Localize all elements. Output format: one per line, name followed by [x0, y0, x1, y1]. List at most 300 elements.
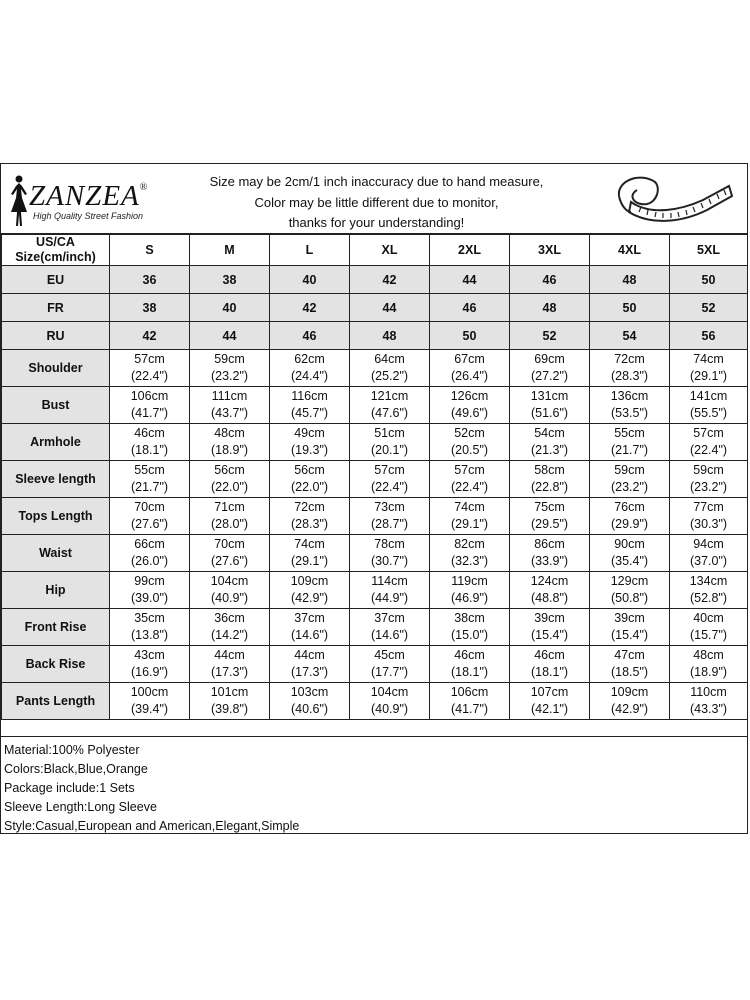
- measurement-inch: (30.3"): [689, 517, 728, 531]
- measurement-label: Back Rise: [2, 646, 110, 683]
- measurement-cm: 56cm: [214, 463, 245, 477]
- measurement-cell: [350, 350, 430, 387]
- measurement-cell: [430, 683, 510, 720]
- measurement-cell: [350, 535, 430, 572]
- measurement-cm: 104cm: [370, 685, 409, 699]
- measurement-cm: 111cm: [211, 389, 248, 403]
- measurement-inch: (15.0"): [450, 628, 489, 642]
- measurement-inch: (40.9"): [370, 702, 409, 716]
- measurement-cm: 90cm: [614, 537, 645, 551]
- size-value-cell: 40: [270, 266, 350, 294]
- row-label: FR: [2, 294, 110, 322]
- corner-label-unit: Size(cm/inch): [15, 250, 96, 264]
- measurement-cell: [590, 683, 670, 720]
- size-table: [1, 234, 748, 720]
- measurement-cell: [350, 461, 430, 498]
- measurement-cell: [670, 350, 748, 387]
- measurement-inch: (15.7"): [689, 628, 728, 642]
- measurement-cm: 48cm: [693, 648, 724, 662]
- measurement-cell: [590, 646, 670, 683]
- measurement-inch: (30.7"): [370, 554, 409, 568]
- measurement-cm: 54cm: [534, 426, 565, 440]
- measurement-inch: (22.0"): [290, 480, 329, 494]
- measurement-cm: 126cm: [450, 389, 489, 403]
- measurement-cm: 110cm: [690, 685, 727, 699]
- measurement-label: Waist: [2, 535, 110, 572]
- measurement-cell: [510, 683, 590, 720]
- measurement-cell: [670, 424, 748, 461]
- size-header-cell: M: [190, 235, 270, 266]
- measurement-notice: [179, 172, 574, 234]
- measurement-label: Armhole: [2, 424, 110, 461]
- measurement-row: [2, 498, 748, 535]
- measurement-cell: [670, 498, 748, 535]
- measurement-inch: (29.1"): [290, 554, 329, 568]
- measurement-label: Shoulder: [2, 350, 110, 387]
- measurement-cm: 76cm: [614, 500, 645, 514]
- size-value-cell: 50: [590, 294, 670, 322]
- measurement-cell: [270, 609, 350, 646]
- measurement-row: [2, 572, 748, 609]
- size-value-cell: 38: [190, 266, 270, 294]
- measurement-inch: (17.3"): [290, 665, 329, 679]
- notice-line: thanks for your understanding!: [288, 215, 465, 230]
- measurement-inch: (39.4"): [130, 702, 169, 716]
- measurement-cell: [430, 572, 510, 609]
- measurement-cell: [430, 350, 510, 387]
- measurement-cell: [110, 350, 190, 387]
- measurement-cell: [510, 461, 590, 498]
- measurement-inch: (29.1"): [689, 369, 728, 383]
- corner-cell: [2, 235, 110, 266]
- brand-name: [29, 180, 148, 213]
- measurement-inch: (43.7"): [210, 406, 249, 420]
- measurement-cm: 44cm: [214, 648, 245, 662]
- product-specs: [1, 736, 747, 836]
- size-header-cell: 3XL: [510, 235, 590, 266]
- measurement-inch: (23.2"): [210, 369, 249, 383]
- measurement-cell: [510, 387, 590, 424]
- measurement-cm: 77cm: [693, 500, 724, 514]
- measurement-cm: 59cm: [214, 352, 245, 366]
- size-value-cell: 36: [110, 266, 190, 294]
- measurement-label: Tops Length: [2, 498, 110, 535]
- size-value-cell: 42: [350, 266, 430, 294]
- measurement-inch: (41.7"): [450, 702, 489, 716]
- measurement-cell: [590, 498, 670, 535]
- measurement-inch: (27.6"): [210, 554, 249, 568]
- notice-line: Size may be 2cm/1 inch inaccuracy due to hand measure,: [209, 174, 544, 189]
- measurement-inch: (43.3"): [689, 702, 728, 716]
- measurement-inch: (29.1"): [450, 517, 489, 531]
- measurement-cell: [350, 683, 430, 720]
- measurement-cell: [590, 350, 670, 387]
- measurement-cell: [350, 646, 430, 683]
- measurement-inch: (14.2"): [210, 628, 249, 642]
- measurement-cm: 37cm: [294, 611, 325, 625]
- measurement-cm: 64cm: [374, 352, 405, 366]
- measurement-inch: (18.1"): [130, 443, 169, 457]
- measurement-cell: [430, 535, 510, 572]
- measurement-cm: 38cm: [454, 611, 485, 625]
- measurement-cm: 59cm: [614, 463, 645, 477]
- measurement-cm: 106cm: [450, 685, 489, 699]
- measurement-inch: (48.8"): [530, 591, 569, 605]
- measurement-inch: (45.7"): [290, 406, 329, 420]
- measurement-cell: [270, 461, 350, 498]
- measurement-cm: 70cm: [214, 537, 245, 551]
- measurement-cell: [190, 498, 270, 535]
- measurement-cm: 51cm: [374, 426, 405, 440]
- measurement-cm: 57cm: [693, 426, 724, 440]
- measurement-cell: [110, 461, 190, 498]
- measurement-inch: (35.4"): [610, 554, 649, 568]
- measurement-inch: (28.7"): [370, 517, 409, 531]
- measurement-cell: [190, 683, 270, 720]
- spec-sleeve-length: Sleeve Length:Long Sleeve: [4, 800, 157, 814]
- measurement-inch: (18.5"): [610, 665, 649, 679]
- measurement-inch: (22.0"): [210, 480, 249, 494]
- measurement-cm: 86cm: [534, 537, 565, 551]
- measurement-cell: [590, 461, 670, 498]
- measurement-inch: (42.9"): [610, 702, 649, 716]
- fashion-figure-icon: [7, 174, 31, 230]
- measurement-cm: 106cm: [130, 389, 169, 403]
- measurement-cell: [670, 572, 748, 609]
- measurement-row: [2, 387, 748, 424]
- measurement-cell: [510, 646, 590, 683]
- measurement-cell: [590, 609, 670, 646]
- measurement-inch: (22.8"): [530, 480, 569, 494]
- size-header-cell: 5XL: [670, 235, 748, 266]
- measurement-cell: [110, 535, 190, 572]
- measurement-cell: [350, 609, 430, 646]
- size-value-cell: 44: [350, 294, 430, 322]
- measurement-cm: 46cm: [134, 426, 165, 440]
- measurement-cell: [670, 387, 748, 424]
- measurement-inch: (25.2"): [370, 369, 409, 383]
- measurement-cell: [110, 387, 190, 424]
- measurement-cm: 134cm: [689, 574, 728, 588]
- measurement-cell: [110, 609, 190, 646]
- measurement-cm: 124cm: [530, 574, 569, 588]
- conversion-row-eu: [2, 266, 748, 294]
- measurement-cell: [590, 535, 670, 572]
- measurement-cell: [110, 683, 190, 720]
- measurement-inch: (21.7"): [130, 480, 169, 494]
- measurement-cm: 36cm: [214, 611, 245, 625]
- measurement-cell: [270, 424, 350, 461]
- measurement-cell: [270, 572, 350, 609]
- measurement-cm: 43cm: [134, 648, 165, 662]
- size-chart-sheet: [0, 163, 748, 834]
- measurement-cm: 72cm: [614, 352, 645, 366]
- size-value-cell: 46: [510, 266, 590, 294]
- measurement-cm: 107cm: [530, 685, 569, 699]
- measurement-cell: [510, 535, 590, 572]
- size-value-cell: 38: [110, 294, 190, 322]
- measurement-inch: (22.4"): [450, 480, 489, 494]
- measurement-cm: 121cm: [370, 389, 409, 403]
- size-value-cell: 48: [510, 294, 590, 322]
- size-value-cell: 42: [270, 294, 350, 322]
- measurement-cm: 82cm: [454, 537, 485, 551]
- spec-style: Style:Casual,European and American,Elegant,Simple: [4, 819, 300, 833]
- spec-material: Material:100% Polyester: [4, 743, 140, 757]
- measurement-inch: (55.5"): [689, 406, 728, 420]
- measurement-cm: 131cm: [530, 389, 569, 403]
- measurement-cell: [350, 498, 430, 535]
- measurement-cm: 55cm: [134, 463, 165, 477]
- measurement-inch: (39.0"): [130, 591, 169, 605]
- measurement-inch: (18.9"): [689, 665, 728, 679]
- measurement-inch: (50.8"): [610, 591, 649, 605]
- measurement-cm: 74cm: [294, 537, 325, 551]
- measurement-cell: [190, 572, 270, 609]
- spec-package: Package include:1 Sets: [4, 781, 135, 795]
- measurement-cm: 55cm: [614, 426, 645, 440]
- brand-tagline: High Quality Street Fashion: [33, 211, 144, 221]
- measurement-inch: (33.9"): [530, 554, 569, 568]
- chart-header: [1, 164, 747, 234]
- size-header-cell: L: [270, 235, 350, 266]
- measurement-cm: 45cm: [374, 648, 405, 662]
- measurement-cm: 69cm: [534, 352, 565, 366]
- measurement-cm: 39cm: [534, 611, 565, 625]
- size-header-cell: 2XL: [430, 235, 510, 266]
- measurement-cell: [430, 461, 510, 498]
- measurement-cell: [670, 683, 748, 720]
- measurement-cell: [590, 572, 670, 609]
- measurement-cell: [110, 646, 190, 683]
- size-header-cell: S: [110, 235, 190, 266]
- measurement-cm: 47cm: [614, 648, 645, 662]
- measurement-inch: (23.2"): [610, 480, 649, 494]
- measurement-cm: 141cm: [689, 389, 728, 403]
- measurement-cm: 119cm: [451, 574, 488, 588]
- measurement-row: [2, 683, 748, 720]
- measurement-cm: 114cm: [371, 574, 408, 588]
- measurement-cell: [510, 498, 590, 535]
- measurement-cm: 109cm: [290, 574, 329, 588]
- corner-label-us: US/CA: [36, 235, 75, 249]
- measurement-cm: 48cm: [214, 426, 245, 440]
- measurement-cell: [350, 572, 430, 609]
- measurement-inch: (17.7"): [370, 665, 409, 679]
- measurement-cm: 37cm: [374, 611, 405, 625]
- measurement-inch: (27.2"): [530, 369, 569, 383]
- measurement-cell: [590, 387, 670, 424]
- measurement-inch: (27.6"): [130, 517, 169, 531]
- brand-name-text: ZANZEA: [29, 180, 140, 212]
- measurement-row: [2, 350, 748, 387]
- measurement-inch: (40.6"): [290, 702, 329, 716]
- measurement-label: Bust: [2, 387, 110, 424]
- measurement-cell: [510, 609, 590, 646]
- measurement-inch: (26.0"): [130, 554, 169, 568]
- measurement-cm: 100cm: [130, 685, 169, 699]
- measurement-row: [2, 646, 748, 683]
- measurement-inch: (24.4"): [290, 369, 329, 383]
- measurement-label: Front Rise: [2, 609, 110, 646]
- measurement-inch: (21.3"): [530, 443, 569, 457]
- measurement-cell: [430, 646, 510, 683]
- measurement-cell: [270, 535, 350, 572]
- measurement-inch: (42.9"): [290, 591, 329, 605]
- measurement-inch: (44.9"): [370, 591, 409, 605]
- measurement-cm: 46cm: [454, 648, 485, 662]
- measurement-inch: (14.6"): [290, 628, 329, 642]
- measurement-inch: (19.3"): [290, 443, 329, 457]
- measurement-inch: (22.4"): [689, 443, 728, 457]
- measurement-cell: [110, 424, 190, 461]
- measurement-cm: 74cm: [693, 352, 724, 366]
- measurement-cell: [510, 424, 590, 461]
- measurement-cm: 136cm: [610, 389, 649, 403]
- notice-line: Color may be little different due to monitor,: [254, 194, 499, 210]
- measurement-cm: 57cm: [134, 352, 165, 366]
- size-value-cell: 44: [430, 266, 510, 294]
- size-value-cell: 56: [670, 322, 748, 350]
- conversion-row-ru: [2, 322, 748, 350]
- measurement-cell: [190, 609, 270, 646]
- conversion-row-fr: [2, 294, 748, 322]
- measurement-cell: [670, 609, 748, 646]
- measurement-cm: 72cm: [294, 500, 325, 514]
- measurement-inch: (53.5"): [610, 406, 649, 420]
- size-value-cell: 44: [190, 322, 270, 350]
- measurement-cm: 71cm: [214, 500, 245, 514]
- measurement-cell: [190, 424, 270, 461]
- measurement-inch: (52.8"): [689, 591, 728, 605]
- measurement-cell: [270, 683, 350, 720]
- measurement-inch: (49.6"): [450, 406, 489, 420]
- measurement-cell: [670, 535, 748, 572]
- measurement-cell: [190, 646, 270, 683]
- measurement-cell: [110, 572, 190, 609]
- measurement-cm: 56cm: [294, 463, 325, 477]
- measurement-cm: 62cm: [294, 352, 325, 366]
- measurement-row: [2, 424, 748, 461]
- measurement-cm: 59cm: [693, 463, 724, 477]
- size-value-cell: 50: [430, 322, 510, 350]
- measurement-inch: (37.0"): [689, 554, 728, 568]
- measurement-inch: (39.8"): [210, 702, 249, 716]
- measurement-label: Hip: [2, 572, 110, 609]
- size-value-cell: 48: [590, 266, 670, 294]
- measurement-inch: (26.4"): [450, 369, 489, 383]
- measurement-cell: [270, 646, 350, 683]
- measurement-cell: [510, 572, 590, 609]
- measurement-inch: (28.3"): [610, 369, 649, 383]
- measurement-cm: 57cm: [454, 463, 485, 477]
- measurement-inch: (18.9"): [210, 443, 249, 457]
- measurement-inch: (15.4"): [530, 628, 569, 642]
- measurement-cell: [670, 461, 748, 498]
- measurement-inch: (21.7"): [610, 443, 649, 457]
- measurement-cm: 73cm: [374, 500, 405, 514]
- measurement-cell: [670, 646, 748, 683]
- measurement-cm: 104cm: [210, 574, 249, 588]
- measurement-inch: (22.4"): [370, 480, 409, 494]
- measurement-cell: [190, 387, 270, 424]
- measurement-cell: [510, 350, 590, 387]
- measurement-cm: 44cm: [294, 648, 325, 662]
- measurement-cm: 78cm: [374, 537, 405, 551]
- size-value-cell: 50: [670, 266, 748, 294]
- measurement-cell: [430, 387, 510, 424]
- size-value-cell: 54: [590, 322, 670, 350]
- measurement-label: Pants Length: [2, 683, 110, 720]
- measurement-cm: 116cm: [291, 389, 328, 403]
- measurement-cell: [590, 424, 670, 461]
- size-value-cell: 40: [190, 294, 270, 322]
- measurement-cm: 70cm: [134, 500, 165, 514]
- measurement-cell: [270, 498, 350, 535]
- measurement-inch: (15.4"): [610, 628, 649, 642]
- measurement-inch: (18.1"): [530, 665, 569, 679]
- measurement-inch: (17.3"): [210, 665, 249, 679]
- measurement-inch: (32.3"): [450, 554, 489, 568]
- size-value-cell: 46: [430, 294, 510, 322]
- measurement-inch: (40.9"): [210, 591, 249, 605]
- size-value-cell: 46: [270, 322, 350, 350]
- measurement-cell: [190, 350, 270, 387]
- measurement-inch: (28.3"): [290, 517, 329, 531]
- row-label: EU: [2, 266, 110, 294]
- measurement-inch: (28.0"): [210, 517, 249, 531]
- measurement-cell: [110, 498, 190, 535]
- size-value-cell: 48: [350, 322, 430, 350]
- measurement-row: [2, 461, 748, 498]
- measurement-inch: (47.6"): [370, 406, 409, 420]
- measurement-cm: 46cm: [534, 648, 565, 662]
- measurement-inch: (22.4"): [130, 369, 169, 383]
- measurement-cm: 99cm: [134, 574, 165, 588]
- measurement-inch: (46.9"): [450, 591, 489, 605]
- measurement-cell: [350, 424, 430, 461]
- size-value-cell: 52: [510, 322, 590, 350]
- measuring-tape-icon: [611, 166, 736, 228]
- spec-colors: Colors:Black,Blue,Orange: [4, 762, 148, 776]
- measurement-row: [2, 535, 748, 572]
- measurement-cm: 58cm: [534, 463, 565, 477]
- measurement-cm: 67cm: [454, 352, 485, 366]
- size-value-cell: 52: [670, 294, 748, 322]
- measurement-label: Sleeve length: [2, 461, 110, 498]
- measurement-inch: (42.1"): [530, 702, 569, 716]
- measurement-cm: 94cm: [693, 537, 724, 551]
- measurement-inch: (51.6"): [530, 406, 569, 420]
- measurement-cm: 75cm: [534, 500, 565, 514]
- brand-logo: [7, 174, 157, 230]
- measurement-cell: [350, 387, 430, 424]
- measurement-cm: 49cm: [294, 426, 325, 440]
- measurement-cell: [430, 498, 510, 535]
- measurement-cm: 103cm: [290, 685, 329, 699]
- measurement-inch: (20.5"): [450, 443, 489, 457]
- measurement-cell: [270, 387, 350, 424]
- measurement-row: [2, 609, 748, 646]
- measurement-cell: [430, 424, 510, 461]
- measurement-inch: (29.9"): [610, 517, 649, 531]
- measurement-inch: (20.1"): [370, 443, 409, 457]
- size-header-row: [2, 235, 748, 266]
- measurement-cm: 35cm: [134, 611, 165, 625]
- measurement-inch: (23.2"): [689, 480, 728, 494]
- registered-mark: ®: [139, 182, 149, 194]
- measurement-cm: 74cm: [454, 500, 485, 514]
